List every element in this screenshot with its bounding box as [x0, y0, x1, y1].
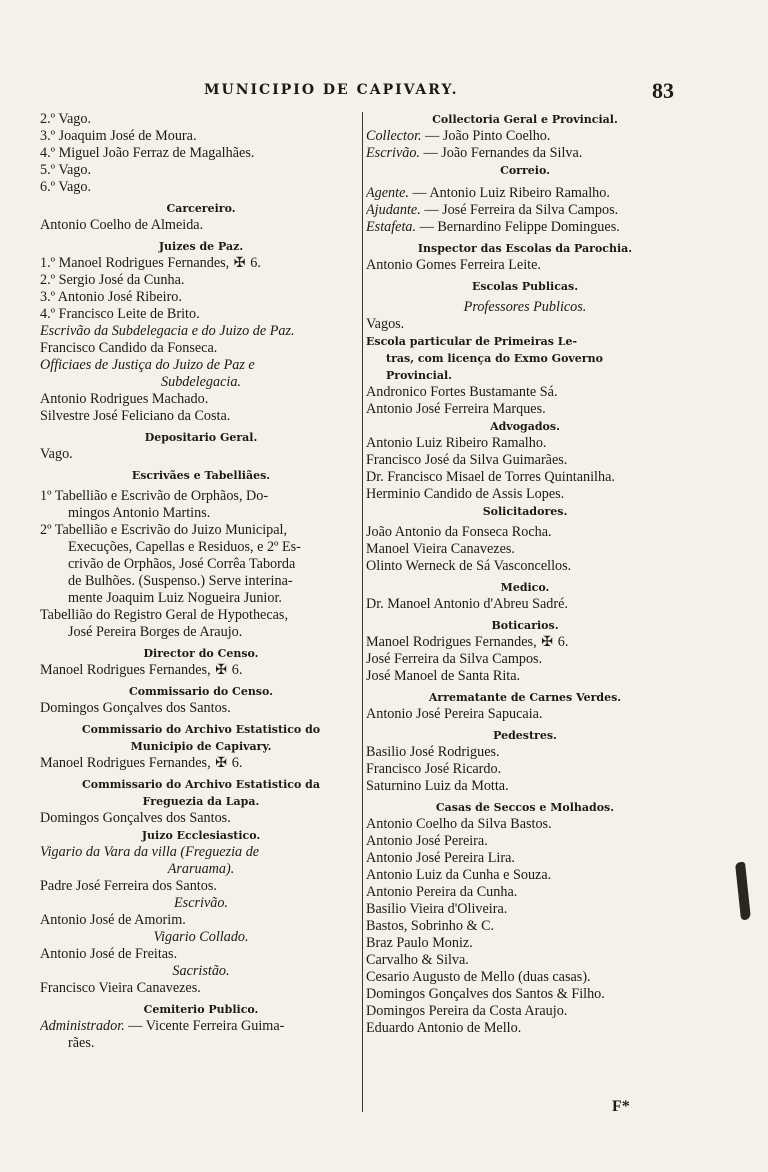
list-item: João Antonio da Fonseca Rocha.: [366, 524, 552, 540]
list-item: [40, 1018, 362, 1035]
list-item: Tabellião do Registro Geral de Hypothecas,: [40, 607, 288, 623]
section-heading-ecclesiastico: Juizo Ecclesiastico.: [141, 829, 261, 842]
section-heading-cemiterio: Cemiterio Publico.: [143, 1003, 259, 1016]
list-item: Antonio José Pereira Lira.: [366, 850, 515, 866]
section-heading-correio: Correio.: [500, 164, 550, 177]
subheading: Escrivão.: [174, 895, 228, 911]
list-item: 3.º Antonio José Ribeiro.: [40, 289, 182, 305]
list-item: 2º Tabellião e Escrivão do Juizo Municipal,: [40, 522, 288, 538]
section-heading-carcereiro: Carcereiro.: [166, 202, 236, 215]
list-item: Execuções, Capellas e Residuos, e 2º Es-: [68, 539, 301, 555]
order-degree: 6.: [557, 634, 569, 650]
section-heading-lapa: Commissario do Archivo Estatistico da: [81, 778, 320, 791]
list-item: Antonio José Pereira.: [366, 833, 488, 849]
ink-blot: [735, 862, 751, 921]
list-item: 6.º Vago.: [40, 179, 92, 195]
list-item: Cesario Augusto de Mello (duas casas).: [366, 969, 591, 985]
list-item: Andronico Fortes Bustamante Sá.: [366, 384, 558, 400]
role-title: Agente.: [366, 185, 409, 201]
list-item: 4.º Miguel João Ferraz de Magalhães.: [40, 145, 255, 161]
order-mark-icon: ✠: [541, 634, 554, 650]
subheading: Subdelegacia.: [161, 374, 241, 390]
boticario-name: Manoel Rodrigues Fernandes,: [366, 634, 537, 650]
subheading: Araruama).: [167, 861, 235, 877]
section-heading-collectoria: Collectoria Geral e Provincial.: [432, 113, 618, 126]
list-item: [40, 255, 362, 272]
list-item: Braz Paulo Moniz.: [366, 935, 473, 951]
list-item: [366, 185, 684, 202]
list-item: [366, 219, 684, 236]
list-item: Carvalho & Silva.: [366, 952, 469, 968]
list-item: de Bulhões. (Suspenso.) Serve interina-: [68, 573, 293, 589]
role-title: Collector.: [366, 128, 422, 144]
list-item: Domingos Gonçalves dos Santos.: [40, 700, 231, 716]
list-item: Francisco Candido da Fonseca.: [40, 340, 218, 356]
order-mark-icon: ✠: [215, 662, 228, 678]
section-heading-pedestres: Pedestres.: [493, 729, 557, 742]
list-item: Basilio Vieira d'Oliveira.: [366, 901, 508, 917]
signature-mark: F*: [612, 1098, 630, 1115]
director-name: Manoel Rodrigues Fernandes,: [40, 662, 211, 678]
section-heading-escrivaes: Escrivães e Tabelliães.: [131, 469, 271, 482]
list-item: Padre José Ferreira dos Santos.: [40, 878, 217, 894]
list-item: crivão de Orphãos, José Corrêa Taborda: [68, 556, 296, 572]
role-title: Estafeta.: [366, 219, 417, 235]
role-title: Ajudante.: [366, 202, 421, 218]
list-item: Antonio José de Freitas.: [40, 946, 178, 962]
list-item: Antonio José de Amorim.: [40, 912, 186, 928]
list-item: Francisco José da Silva Guimarães.: [366, 452, 568, 468]
commissario-name: Manoel Rodrigues Fernandes,: [40, 755, 211, 771]
list-item: [366, 145, 684, 162]
list-item: [366, 202, 684, 219]
subheading: Vigario Collado.: [153, 929, 249, 945]
section-heading-casas: Casas de Seccos e Molhados.: [435, 801, 615, 814]
column-divider: [362, 112, 363, 1112]
list-item: mente Joaquim Luiz Nogueira Junior.: [68, 590, 282, 606]
role-name: — José Ferreira da Silva Campos.: [420, 202, 619, 218]
section-heading-boticarios: Boticarios.: [491, 619, 559, 632]
list-item: Antonio Rodrigues Machado.: [40, 391, 209, 407]
list-item: Antonio Pereira da Cunha.: [366, 884, 518, 900]
role-name: — Bernardino Felippe Domingues.: [416, 219, 620, 235]
list-item: 1º Tabellião e Escrivão de Orphãos, Do-: [40, 488, 269, 504]
section-heading-juizes: Juizes de Paz.: [158, 240, 244, 253]
list-item: Silvestre José Feliciano da Costa.: [40, 408, 231, 424]
list-item: José Ferreira da Silva Campos.: [366, 651, 543, 667]
order-mark-icon: ✠: [215, 755, 228, 771]
list-item: Antonio Luiz Ribeiro Ramalho.: [366, 435, 547, 451]
order-mark-icon: ✠: [233, 255, 246, 271]
list-item: rães.: [68, 1035, 95, 1051]
list-item: Dr. Francisco Misael de Torres Quintanilha.: [366, 469, 615, 485]
list-item: Antonio Coelho da Silva Bastos.: [366, 816, 552, 832]
list-item: mingos Antonio Martins.: [68, 505, 211, 521]
page-number: 83: [652, 78, 674, 103]
left-column: [40, 111, 362, 1052]
section-heading-depositario: Depositario Geral.: [144, 431, 258, 444]
order-degree: 6.: [231, 662, 243, 678]
list-item: Saturnino Luiz da Motta.: [366, 778, 509, 794]
order-degree: 6.: [250, 255, 261, 271]
subheading: Professores Publicos.: [463, 299, 587, 315]
role-title: Escrivão.: [366, 145, 420, 161]
list-item: Francisco Vieira Canavezes.: [40, 980, 201, 996]
section-heading-solicitadores: Solicitadores.: [482, 505, 568, 518]
section-heading-archivo-cont: Municipio de Capivary.: [130, 740, 272, 753]
right-column: [366, 111, 684, 1037]
section-heading-medico: Medico.: [500, 581, 550, 594]
list-item: Vagos.: [366, 316, 405, 332]
section-heading-arrematante: Arrematante de Carnes Verdes.: [428, 691, 622, 704]
subheading: Sacristão.: [172, 963, 230, 979]
section-heading-archivo: Commissario do Archivo Estatistico do: [81, 723, 321, 736]
list-item: [366, 634, 684, 651]
list-item: Dr. Manoel Antonio d'Abreu Sadré.: [366, 596, 568, 612]
section-heading-inspector: Inspector das Escolas da Parochia.: [417, 242, 633, 255]
list-item: [40, 755, 362, 772]
section-heading-advogados: Advogados.: [490, 420, 560, 433]
list-item: Domingos Gonçalves dos Santos & Filho.: [366, 986, 605, 1002]
list-item: Olinto Werneck de Sá Vasconcellos.: [366, 558, 572, 574]
role-name: — Antonio Luiz Ribeiro Ramalho.: [408, 185, 610, 201]
order-degree: 6.: [231, 755, 243, 771]
list-item: Herminio Candido de Assis Lopes.: [366, 486, 565, 502]
list-item: Manoel Vieira Canavezes.: [366, 541, 515, 557]
section-heading-escolas: Escolas Publicas.: [471, 280, 579, 293]
list-item: [366, 128, 684, 145]
section-heading-escola-particular: Escola particular de Primeiras Le-: [366, 335, 578, 348]
list-item: Bastos, Sobrinho & C.: [366, 918, 495, 934]
list-item: Domingos Pereira da Costa Araujo.: [366, 1003, 568, 1019]
list-item: 4.º Francisco Leite de Brito.: [40, 306, 200, 322]
subheading: Escrivão da Subdelegacia e do Juizo de Paz.: [40, 323, 295, 339]
section-heading-director: Director do Censo.: [143, 647, 259, 660]
list-item: 2.º Vago.: [40, 111, 92, 127]
list-item: Vago.: [40, 446, 73, 462]
section-heading-lapa-cont: Freguezia da Lapa.: [142, 795, 260, 808]
section-heading-escola-particular-cont: Provincial.: [386, 369, 452, 382]
list-item: Antonio Gomes Ferreira Leite.: [366, 257, 541, 273]
list-item: 2.º Sergio José da Cunha.: [40, 272, 185, 288]
role-name: — João Fernandes da Silva.: [419, 145, 583, 161]
list-item: Francisco José Ricardo.: [366, 761, 502, 777]
subheading: Vigario da Vara da villa (Freguezia de: [40, 844, 260, 860]
list-item: José Pereira Borges de Araujo.: [68, 624, 243, 640]
list-item: José Manoel de Santa Rita.: [366, 668, 521, 684]
list-item: Eduardo Antonio de Mello.: [366, 1020, 522, 1036]
list-item: Antonio José Ferreira Marques.: [366, 401, 546, 417]
admin-title: Administrador.: [40, 1018, 125, 1034]
list-item: [40, 662, 362, 679]
list-item: Domingos Gonçalves dos Santos.: [40, 810, 231, 826]
subheading: Officiaes de Justiça do Juizo de Paz e: [40, 357, 255, 373]
list-item: Antonio Coelho de Almeida.: [40, 217, 204, 233]
list-item: Antonio José Pereira Sapucaia.: [366, 706, 543, 722]
section-heading-escola-particular-cont: tras, com licença do Exmo Governo: [386, 352, 603, 365]
list-item: Basilio José Rodrigues.: [366, 744, 500, 760]
list-item: 3.º Joaquim José de Moura.: [40, 128, 197, 144]
section-heading-commissario-censo: Commissario do Censo.: [129, 685, 273, 698]
page-header: [0, 78, 768, 106]
juiz-name: 1.º Manoel Rodrigues Fernandes,: [40, 255, 230, 271]
list-item: 5.º Vago.: [40, 162, 92, 178]
admin-name: — Vicente Ferreira Guima-: [124, 1018, 285, 1034]
running-title: MUNICIPIO DE CAPIVARY.: [204, 82, 459, 98]
role-name: — João Pinto Coelho.: [421, 128, 551, 144]
list-item: Antonio Luiz da Cunha e Souza.: [366, 867, 552, 883]
